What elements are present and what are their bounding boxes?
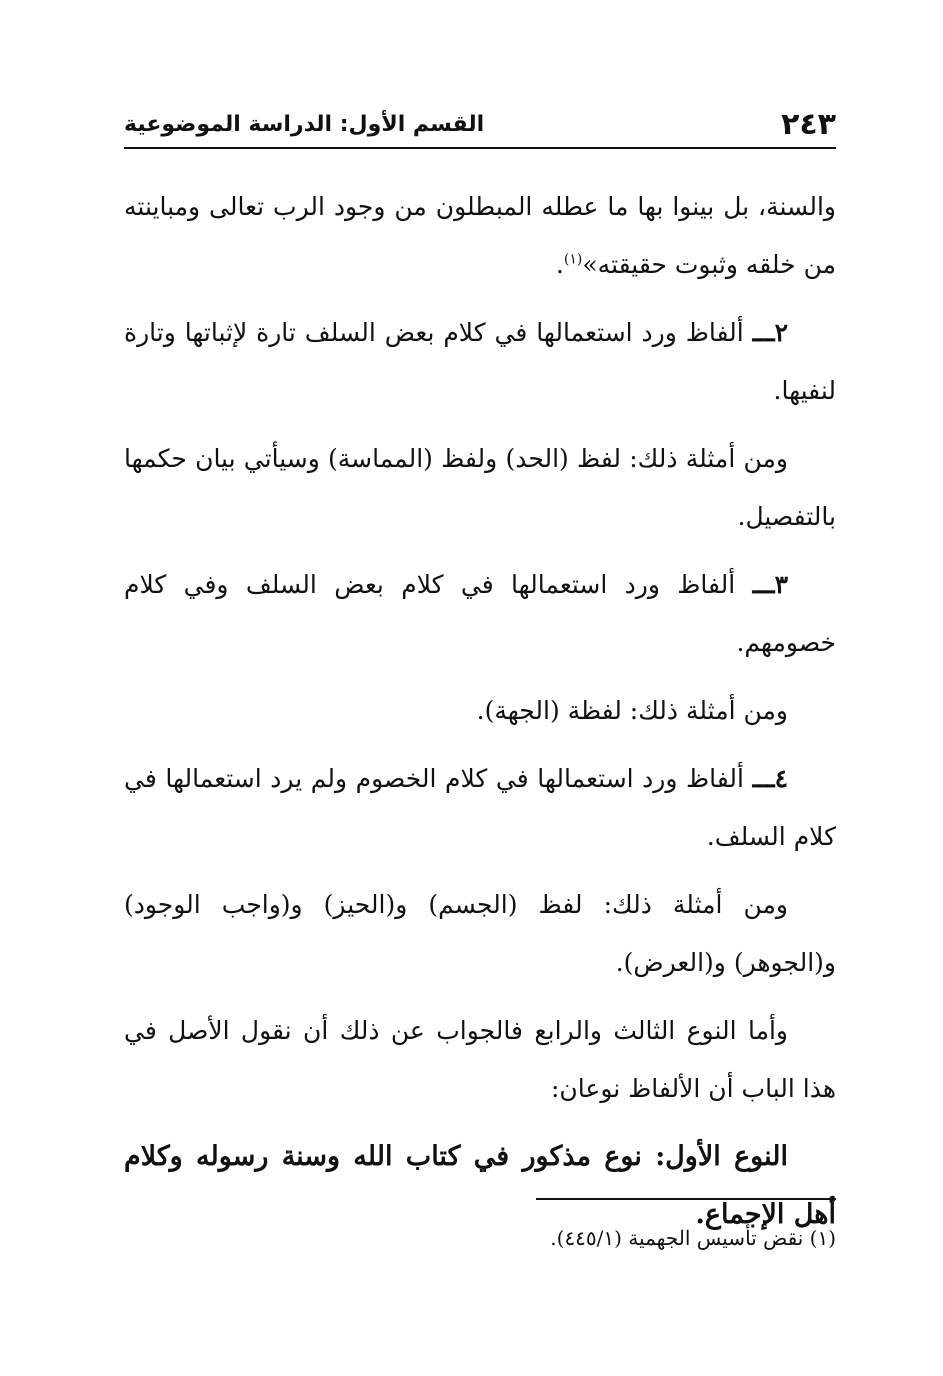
book-page <box>124 0 836 1376</box>
paragraph-2 <box>124 304 836 420</box>
footnote-rule <box>536 1198 836 1200</box>
paragraph-7: ومن أمثلة ذلك: لفظ (الجسم) و(الحيز) و(واجب الوجود) و(الجوهر) و(العرض). <box>124 890 836 977</box>
footnote: (١) نقض تأسيس الجهمية (٤٤٥/١). <box>550 1226 836 1250</box>
running-header <box>124 104 836 144</box>
paragraph-2-text: ألفاظ ورد استعمالها في كلام بعض السلف تارة لإثباتها وتارة لنفيها. <box>124 318 836 405</box>
paragraph-1-end: . <box>555 250 564 279</box>
paragraph-1-text: والسنة، بل بينوا بها ما عطله المبطلون من وجود الرب تعالى ومباينته من خلقه وثبوت حقيقته» <box>124 192 836 279</box>
paragraph-1 <box>124 178 836 294</box>
paragraph-4-text: ألفاظ ورد استعمالها في كلام بعض السلف وفي كلام خصومهم. <box>124 570 836 657</box>
header-rule <box>124 147 836 149</box>
main-text <box>124 178 836 1254</box>
paragraph-3: ومن أمثلة ذلك: لفظ (الحد) ولفظ (المماسة) وسيأتي بيان حكمها بالتفصيل. <box>124 444 836 531</box>
item-number-2: ٢ـــ <box>752 318 788 347</box>
paragraph-4 <box>124 556 836 672</box>
page-number: ٢٤٣ <box>781 106 836 142</box>
paragraph-6-text: ألفاظ ورد استعمالها في كلام الخصوم ولم يرد استعمالها في كلام السلف. <box>124 764 836 851</box>
paragraph-9: النوع الأول: نوع مذكور في كتاب الله وسنة رسوله وكلام أهل الإجماع. <box>124 1141 836 1230</box>
paragraph-8: وأما النوع الثالث والرابع فالجواب عن ذلك أن نقول الأصل في هذا الباب أن الألفاظ نوعان: <box>124 1016 836 1103</box>
paragraph-6 <box>124 750 836 866</box>
item-number-4: ٤ـــ <box>752 764 788 793</box>
item-number-3: ٣ـــ <box>752 570 788 599</box>
paragraph-5: ومن أمثلة ذلك: لفظة (الجهة). <box>476 696 788 725</box>
section-title: القسم الأول: الدراسة الموضوعية <box>124 111 485 137</box>
footnote-reference: (١) <box>563 251 583 268</box>
